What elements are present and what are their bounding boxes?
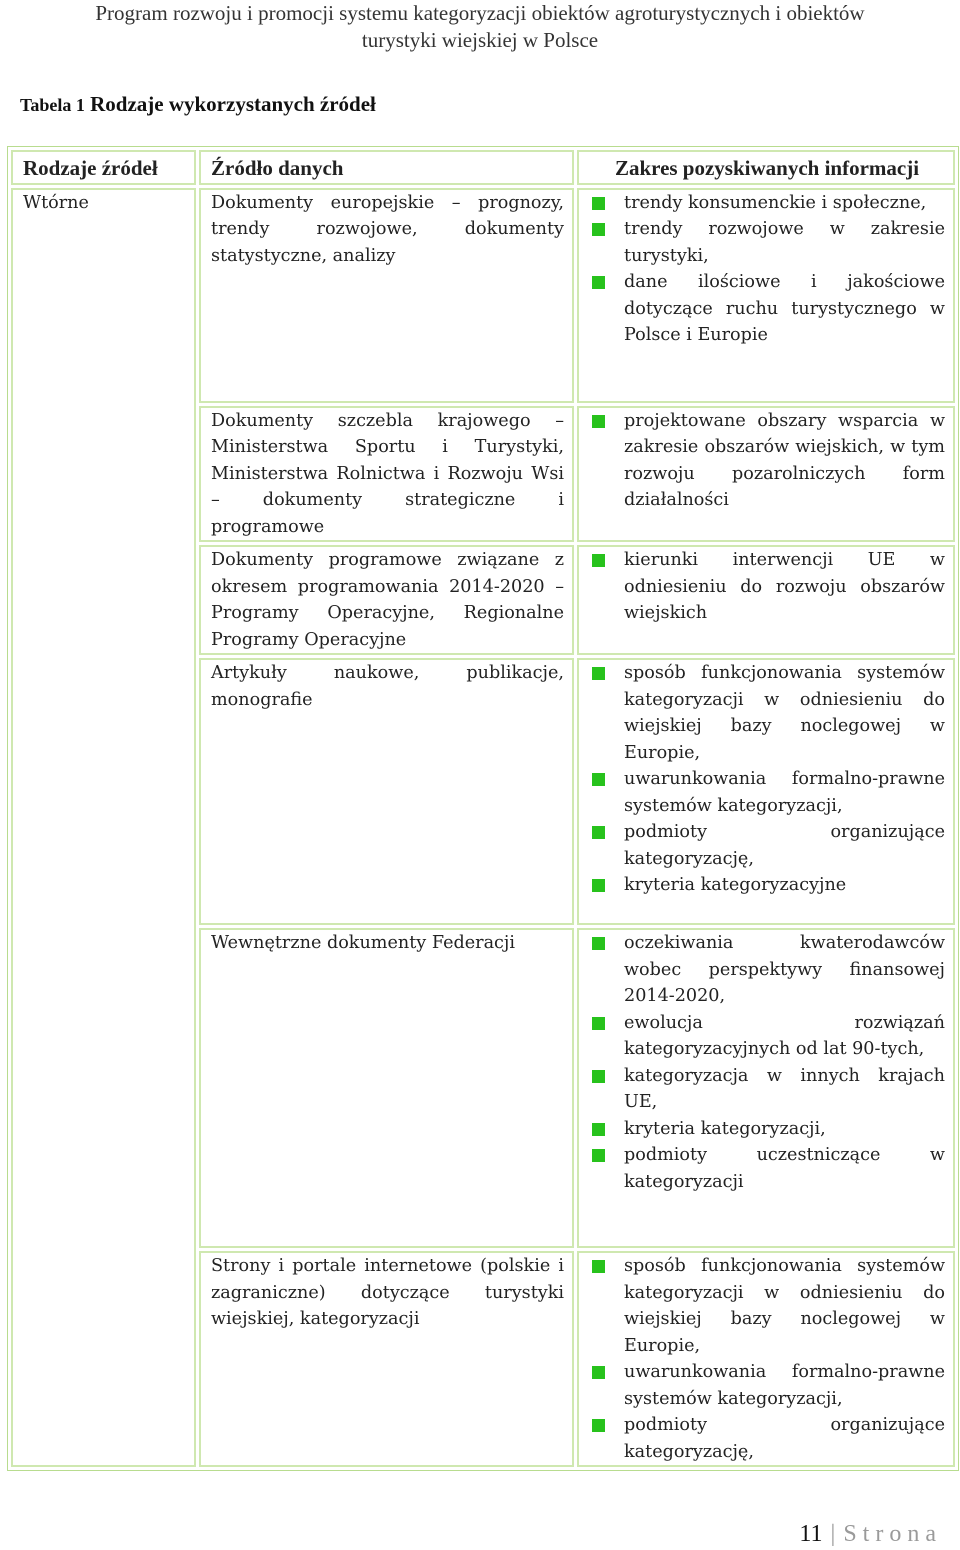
page-number: 11: [799, 1521, 823, 1547]
header-cell-data-source: Źródło danych: [199, 150, 574, 185]
bullet-square-icon: [592, 1070, 605, 1083]
bullet-square-icon: [592, 554, 605, 567]
list-item: podmioty organizujące kategoryzację,: [589, 819, 945, 872]
category-cell: Wtórne: [11, 188, 196, 1468]
list-item: sposób funkcjonowania systemów kategoryzacji w odniesieniu do wiejskiej bazy noclegowej w Europie,: [589, 1253, 945, 1359]
info-cell: [577, 1251, 955, 1467]
bullet-square-icon: [592, 1149, 605, 1162]
list-item: ewolucja rozwiązań kategoryzacyjnych od lat 90-tych,: [589, 1010, 945, 1063]
caption-label: Tabela 1: [20, 95, 85, 115]
info-cell: [577, 928, 955, 1248]
list-item: podmioty uczestniczące w kategoryzacji: [589, 1142, 945, 1195]
header-line-1: Program rozwoju i promocji systemu kategoryzacji obiektów agroturystycznych i obiektów: [95, 1, 865, 25]
list-item: projektowane obszary wsparcia w zakresie obszarów wiejskich, w tym rozwoju pozarolniczych form działalności: [589, 408, 945, 514]
source-cell: Dokumenty szczebla krajowego – Ministerstwa Sportu i Turystyki, Ministerstwa Rolnictwa i Rozwoju Wsi – dokumenty strategiczne i programowe: [199, 406, 574, 543]
bullet-square-icon: [592, 879, 605, 892]
document-header: [0, 0, 960, 54]
table-header-row: [11, 150, 955, 185]
bullet-square-icon: [592, 1017, 605, 1030]
bullet-square-icon: [592, 415, 605, 428]
table-row: [11, 188, 955, 403]
source-cell: Dokumenty programowe związane z okresem programowania 2014-2020 – Programy Operacyjne, Regionalne Programy Operacyjne: [199, 545, 574, 655]
bullet-square-icon: [592, 1123, 605, 1136]
table-caption: [20, 92, 376, 117]
bullet-square-icon: [592, 937, 605, 950]
list-item: dane ilościowe i jakościowe dotyczące ruchu turystycznego w Polsce i Europie: [589, 269, 945, 349]
info-cell: [577, 406, 955, 543]
bullet-square-icon: [592, 223, 605, 236]
list-item: uwarunkowania formalno-prawne systemów kategoryzacji,: [589, 766, 945, 819]
info-cell: [577, 658, 955, 925]
list-item: kryteria kategoryzacyjne: [589, 872, 945, 899]
bullet-square-icon: [592, 1260, 605, 1273]
info-cell: [577, 188, 955, 403]
list-item: uwarunkowania formalno-prawne systemów kategoryzacji,: [589, 1359, 945, 1412]
caption-title: Rodzaje wykorzystanych źródeł: [84, 92, 376, 116]
bullet-square-icon: [592, 773, 605, 786]
source-cell: Strony i portale internetowe (polskie i zagraniczne) dotyczące turystyki wiejskiej, kategoryzacji: [199, 1251, 574, 1467]
header-cell-source-type: Rodzaje źródeł: [11, 150, 196, 185]
list-item: podmioty organizujące kategoryzację,: [589, 1412, 945, 1465]
page-label: Strona: [843, 1521, 942, 1547]
list-item: kierunki interwencji UE w odniesieniu do rozwoju obszarów wiejskich: [589, 547, 945, 627]
bullet-square-icon: [592, 276, 605, 289]
footer-separator: |: [830, 1521, 836, 1547]
bullet-square-icon: [592, 197, 605, 210]
list-item: sposób funkcjonowania systemów kategoryzacji w odniesieniu do wiejskiej bazy noclegowej w Europie,: [589, 660, 945, 766]
page-footer: [799, 1521, 942, 1548]
bullet-square-icon: [592, 1366, 605, 1379]
list-item: trendy konsumenckie i społeczne,: [589, 190, 945, 217]
list-item: kategoryzacja w innych krajach UE,: [589, 1063, 945, 1116]
bullet-square-icon: [592, 826, 605, 839]
header-line-2: turystyki wiejskiej w Polsce: [361, 28, 599, 52]
source-cell: Dokumenty europejskie – prognozy, trendy rozwojowe, dokumenty statystyczne, analizy: [199, 188, 574, 403]
source-cell: Wewnętrzne dokumenty Federacji: [199, 928, 574, 1248]
info-cell: [577, 545, 955, 655]
header-cell-info-scope: Zakres pozyskiwanych informacji: [577, 150, 955, 185]
list-item: oczekiwania kwaterodawców wobec perspektywy finansowej 2014-2020,: [589, 930, 945, 1010]
bullet-square-icon: [592, 667, 605, 680]
bullet-square-icon: [592, 1419, 605, 1432]
source-cell: Artykuły naukowe, publikacje, monografie: [199, 658, 574, 925]
list-item: trendy rozwojowe w zakresie turystyki,: [589, 216, 945, 269]
sources-table: [7, 146, 959, 1471]
list-item: kryteria kategoryzacji,: [589, 1116, 945, 1143]
